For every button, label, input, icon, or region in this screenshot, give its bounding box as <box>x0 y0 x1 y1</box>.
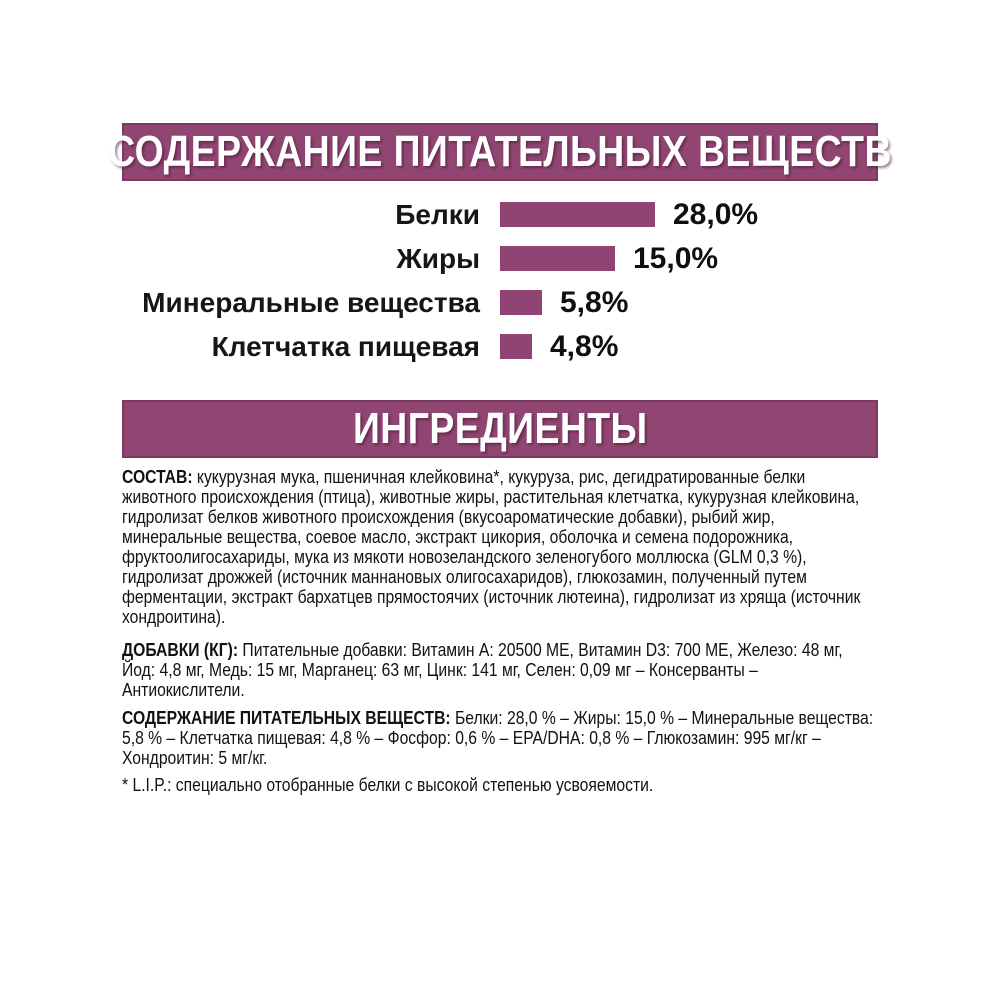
chart-value-proteins: 28,0% <box>673 197 759 231</box>
analysis-text: Белки: 28,0 % – Жиры: 15,0 % – Минеральные вещества: 5,8 % – Клетчатка пищевая: 4,8 % – Фосфор: 0,6 % – EPA/DHA: 0,8 % – Глюкозамин: 995 мг/кг – Хондроитин: 5 мг/кг. <box>122 707 874 768</box>
chart-label-minerals: Минеральные вещества <box>142 286 480 318</box>
chart-row-fats <box>122 241 878 275</box>
chart-label-fiber: Клетчатка пищевая <box>211 330 480 362</box>
chart-row-proteins <box>122 197 878 231</box>
chart-bar-proteins <box>500 202 655 227</box>
ingredients-banner <box>122 400 878 458</box>
lip-footnote <box>122 775 878 795</box>
chart-row-fiber <box>122 329 878 363</box>
ingredients-text-block <box>122 467 878 795</box>
lip-footnote-text: * L.I.P.: специально отобранные белки с высокой степенью усвояемости. <box>122 774 654 795</box>
additives-heading: ДОБАВКИ (КГ): <box>122 639 239 660</box>
composition-heading: СОСТАВ: <box>122 466 193 487</box>
analysis-heading: СОДЕРЖАНИЕ ПИТАТЕЛЬНЫХ ВЕЩЕСТВ: <box>122 707 451 728</box>
chart-value-fiber: 4,8% <box>550 329 619 363</box>
nutrients-bar-chart <box>122 197 878 378</box>
additives-text: Питательные добавки: Витамин A: 20500 МЕ, Витамин D3: 700 МЕ, Железо: 48 мг, Йод: 4,8 мг, Медь: 15 мг, Марганец: 63 мг, Цинк: 141 мг, Селен: 0,09 мг – Консерванты – Антиокислители. <box>122 639 843 700</box>
analysis-paragraph <box>122 708 878 768</box>
chart-value-fats: 15,0% <box>633 241 719 275</box>
ingredients-banner-title: ИНГРЕДИЕНТЫ <box>352 404 648 453</box>
composition-paragraph <box>122 467 878 627</box>
chart-row-minerals <box>122 285 878 319</box>
nutrients-banner <box>108 123 892 181</box>
additives-paragraph <box>122 640 878 700</box>
chart-bar-fiber <box>500 334 532 359</box>
chart-bar-fats <box>500 246 615 271</box>
chart-value-minerals: 5,8% <box>560 285 629 319</box>
chart-label-proteins: Белки <box>395 198 480 230</box>
chart-bar-minerals <box>500 290 542 315</box>
composition-text: кукурузная мука, пшеничная клейковина*, кукуруза, рис, дегидратированные белки животного происхождения (птица), животные жиры, растительная клетчатка, кукурузная клейковина, гидролизат белков животного происхождения (вкусоароматические добавки), рыбий жир, минеральные вещества, соевое масло, экстракт цикория, оболочка и семена подорожника, фруктоолигосахариды, мука из мякоти новозеландского зеленогубого моллюска (GLM 0,3 %), гидролизат дрожжей (источник маннановых олигосахаридов), глюкозамин, полученный путем ферментации, экстракт бархатцев прямостоячих (источник лютеина), гидролизат из хряща (источник хондроитина). <box>122 466 861 627</box>
chart-label-fats: Жиры <box>396 242 480 274</box>
nutrients-banner-title: СОДЕРЖАНИЕ ПИТАТЕЛЬНЫХ ВЕЩЕСТВ <box>108 127 892 176</box>
